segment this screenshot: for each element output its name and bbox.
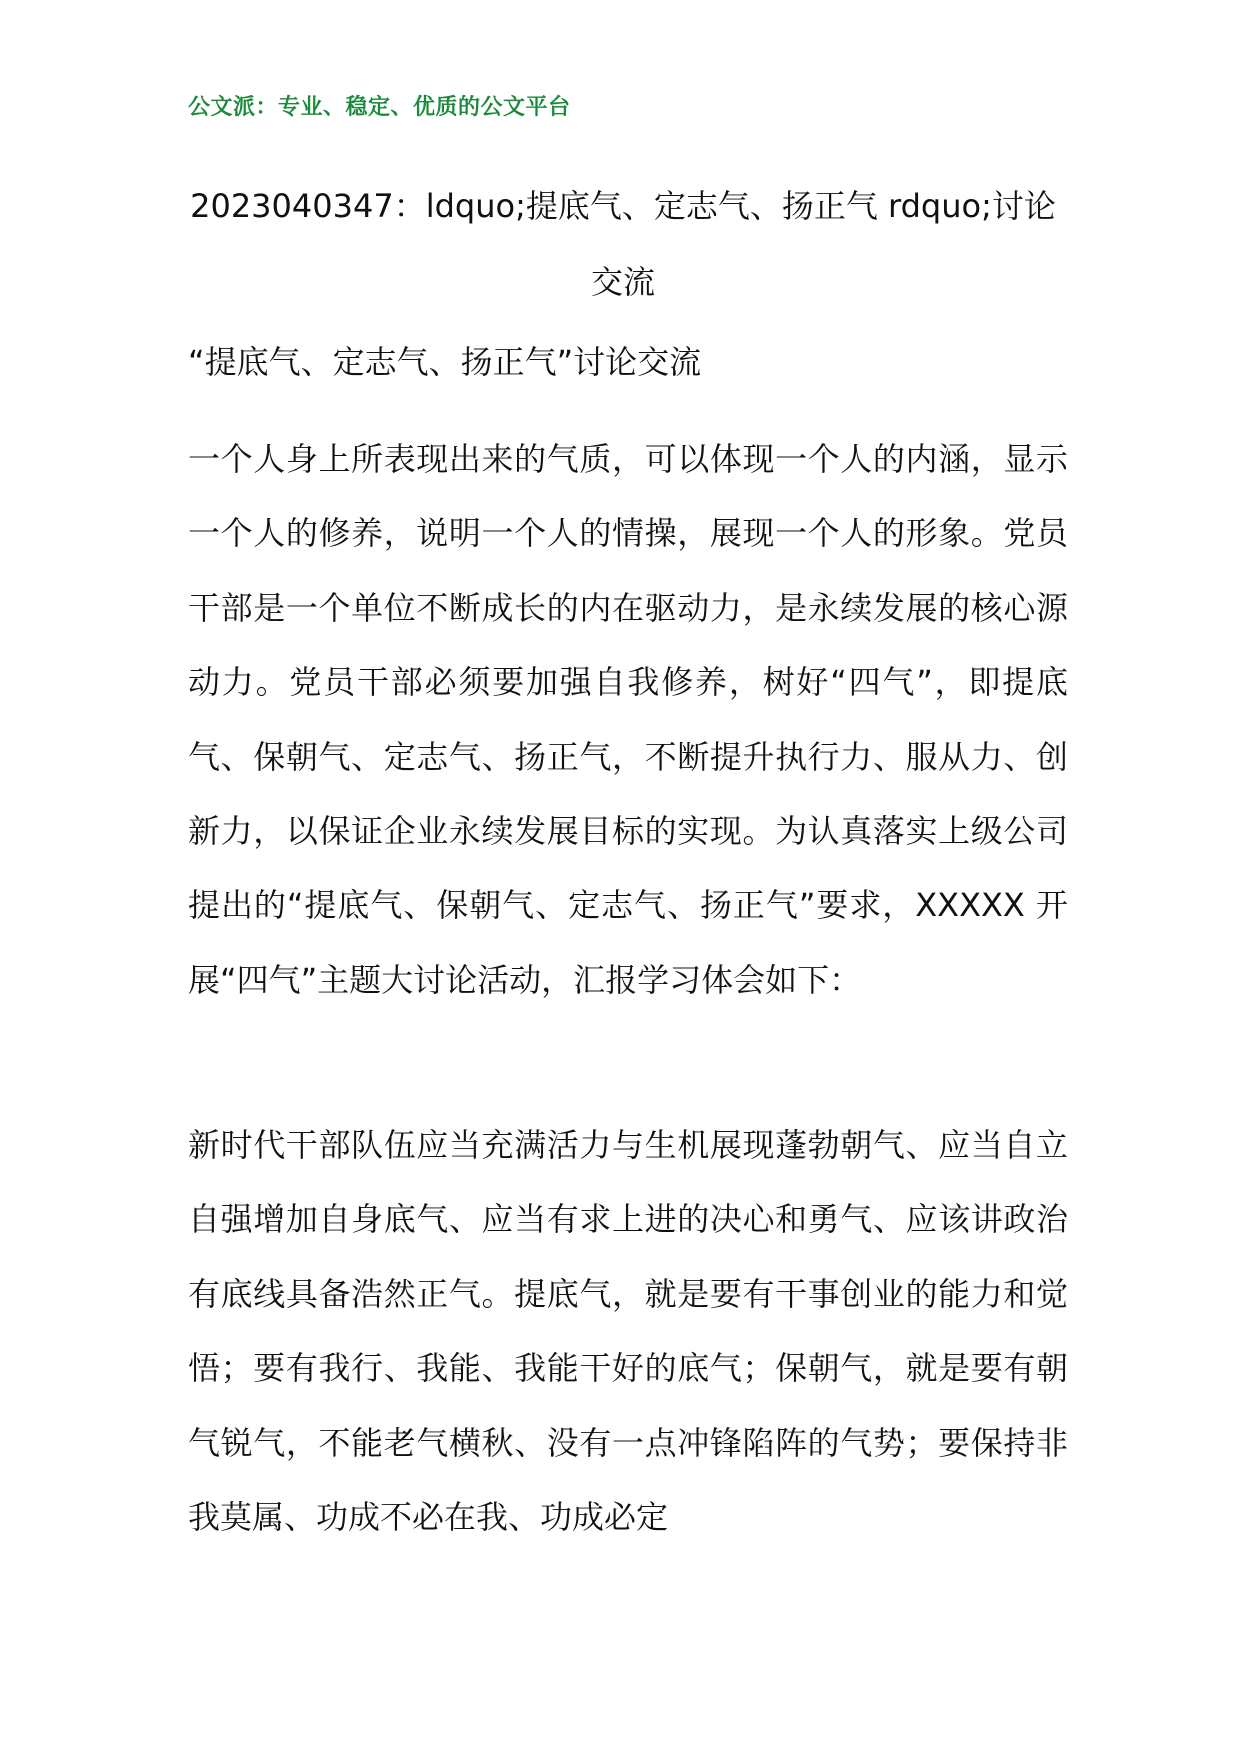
- document-subtitle: “提底气、定志气、扬正气”讨论交流: [188, 343, 702, 381]
- header-banner: 公文派：专业、稳定、优质的公文平台: [188, 95, 571, 120]
- document-title: 2023040347：ldquo;提底气、定志气、扬正气 rdquo;讨论交流: [190, 187, 1056, 301]
- body-paragraph: 新时代干部队伍应当充满活力与生机展现蓬勃朝气、应当自立自强增加自身底气、应当有求上进的决心和勇气、应该讲政治有底线具备浩然正气。提底气，就是要有干事创业的能力和觉悟；要有我行、我能、我能干好的底气；保朝气，就是要有朝气锐气，不能老气横秋、没有一点冲锋陷阵的气势；要保持非我莫属、功成不必在我、功成必定: [188, 1126, 1068, 1537]
- body-paragraph: 一个人身上所表现出来的气质，可以体现一个人的内涵，显示一个人的修养，说明一个人的情操，展现一个人的形象。党员干部是一个单位不断成长的内在驱动力，是永续发展的核心源动力。党员干部必须要加强自我修养，树好“四气”，即提底气、保朝气、定志气、扬正气，不断提升执行力、服从力、创新力，以保证企业永续发展目标的实现。为认真落实上级公司提出的“提底气、保朝气、定志气、扬正气”要求，XXXXX 开展“四气”主题大讨论活动，汇报学习体会如下：: [188, 440, 1068, 999]
